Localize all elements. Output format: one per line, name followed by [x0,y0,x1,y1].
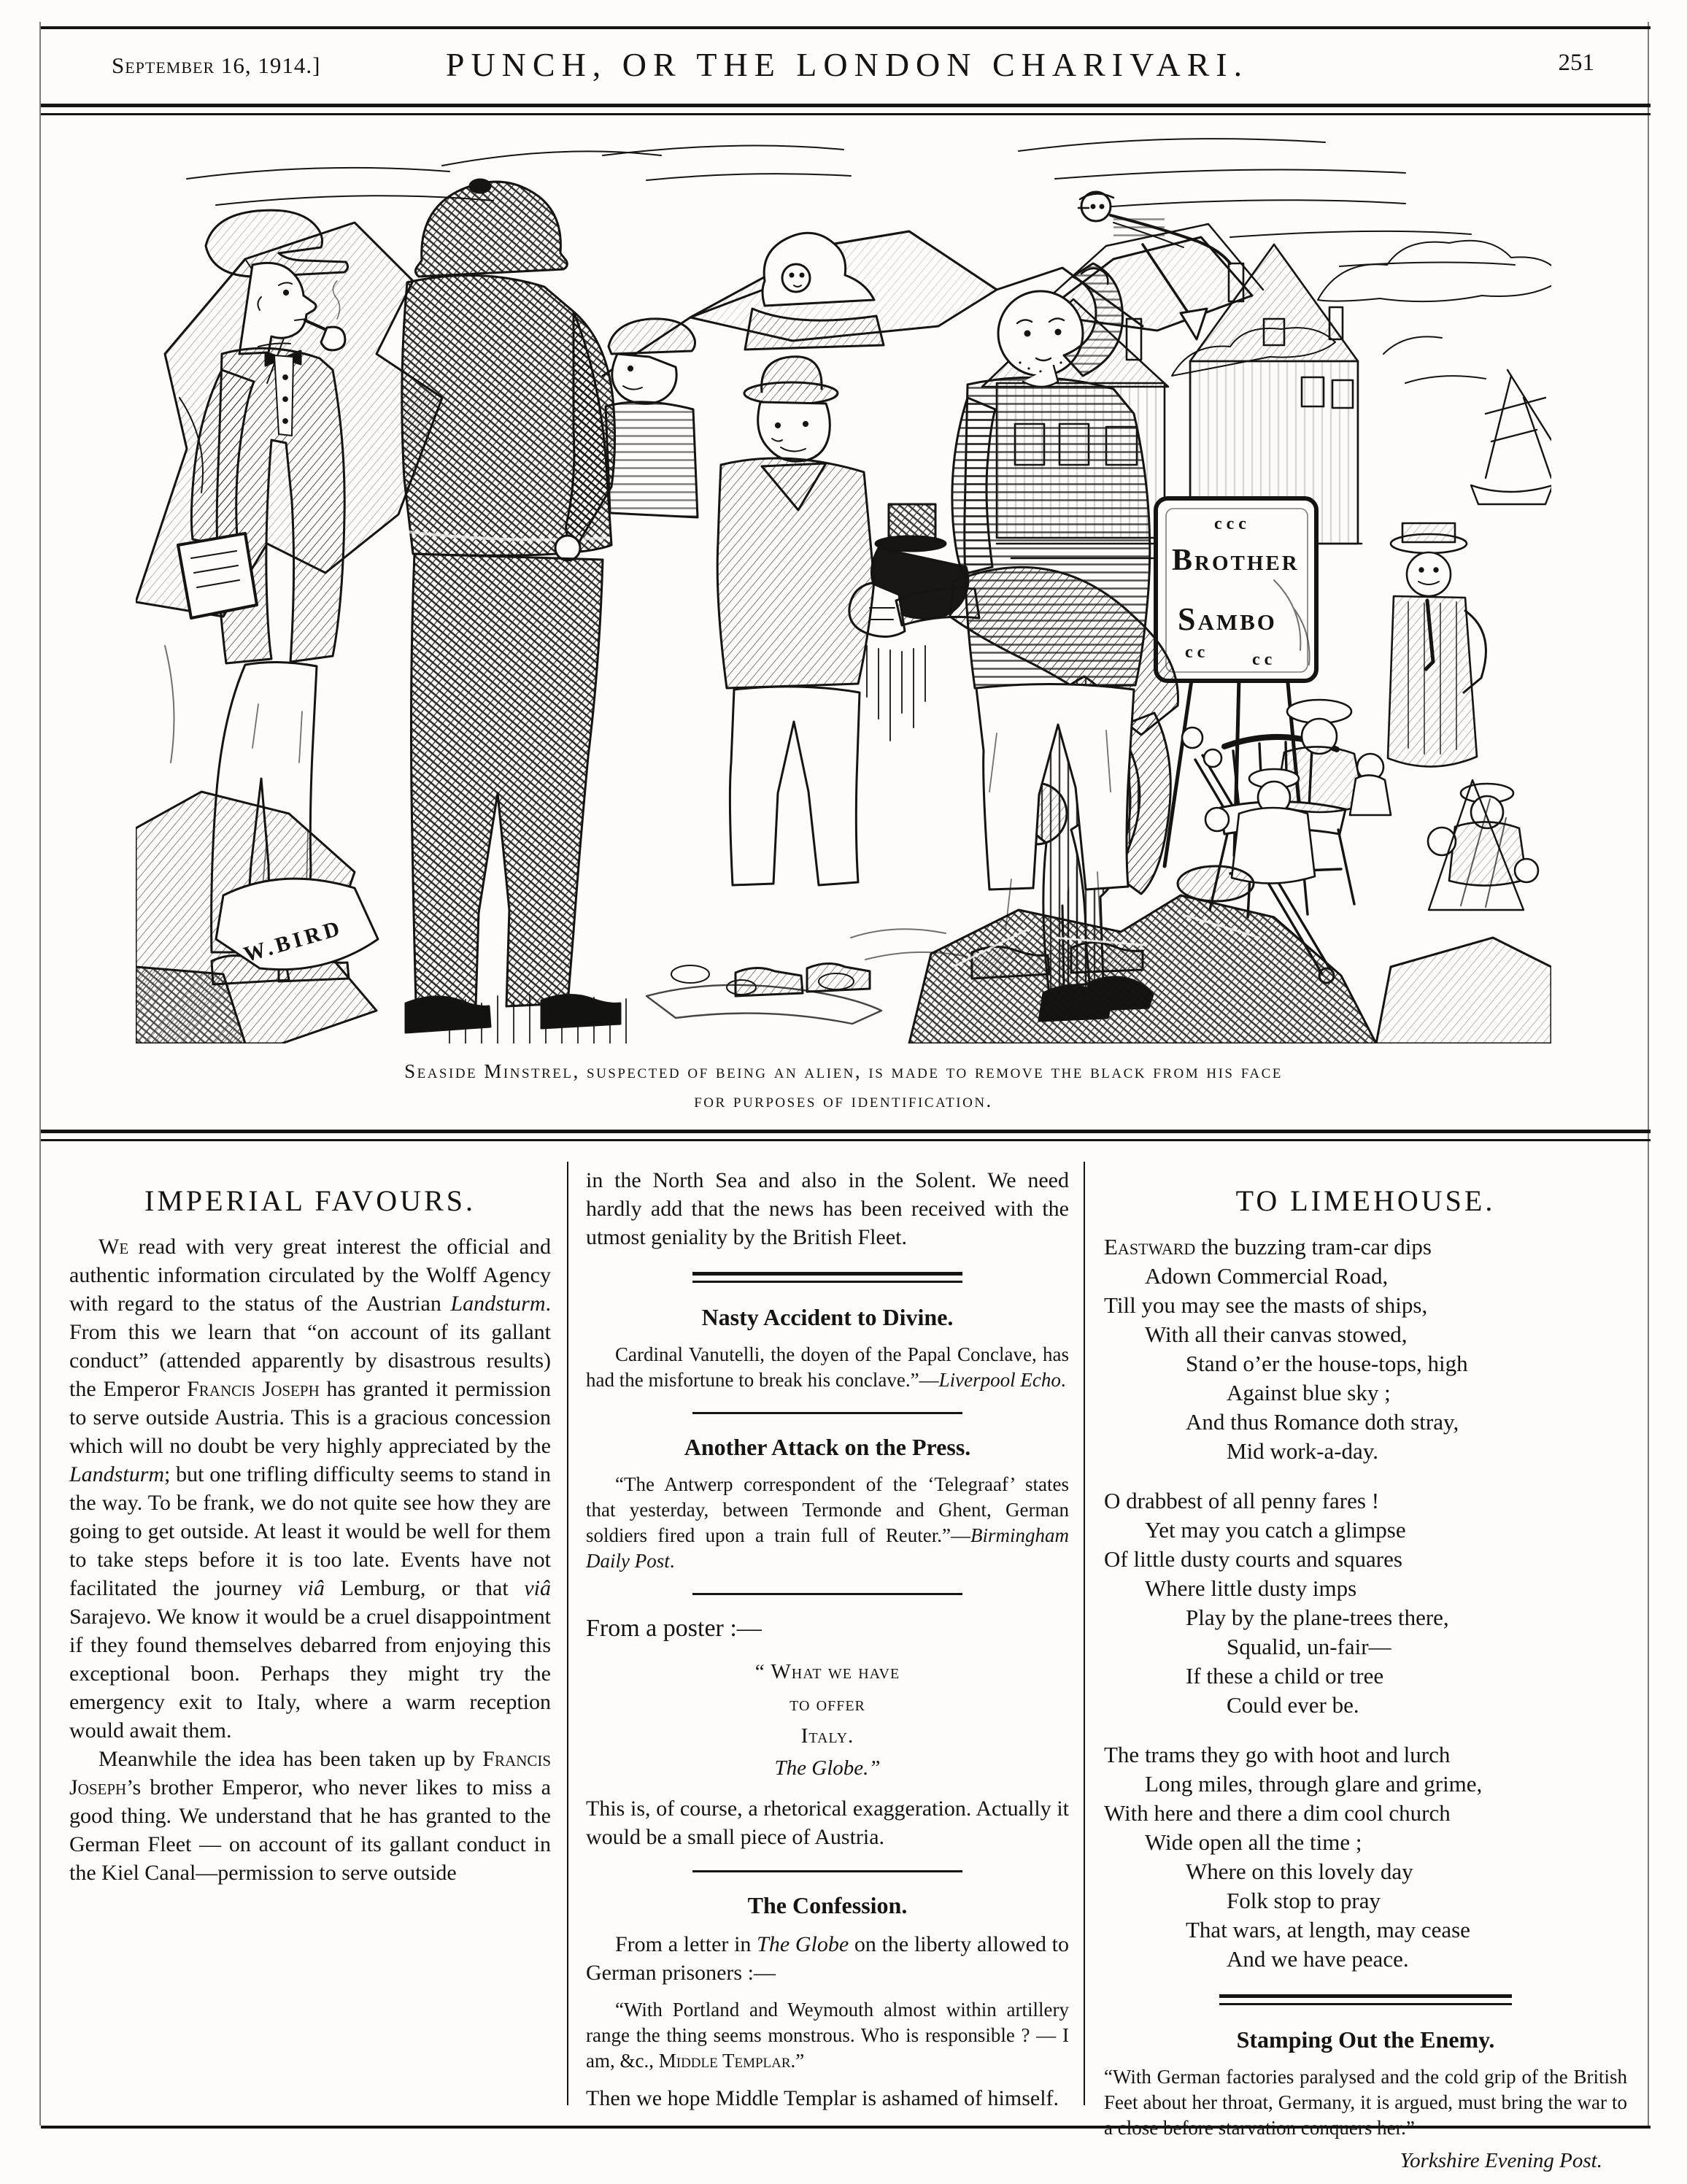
poem-stanza-2 [1104,1486,1627,1720]
article-heading-imperial-favours: IMPERIAL FAVOURS. [144,1184,476,1217]
subhead-another-attack: Another Attack on the Press. [684,1434,971,1460]
cartoon-illustration [136,135,1551,1043]
poem-line: Squalid, un-fair— [1227,1634,1391,1659]
poster-intro: From a poster :— [586,1615,762,1642]
poem-heading-to-limehouse: TO LIMEHOUSE. [1235,1184,1496,1217]
poem-line: And we have peace. [1227,1946,1409,1972]
poster-line: to offer [790,1692,865,1716]
poster-comment: This is, of course, a rhetorical exaggeration. Actually it would be a small piece of Austria. [586,1797,1069,1849]
imperial-favours-para-2: Meanwhile the idea has been taken up by Francis Joseph’s brother Emperor, who never likes to miss a good thing. We understand that he has granted to the German Fleet — on account of its gallant conduct in the Kiel Canal—permission to serve outside [69,1747,551,1885]
poem-line: Of little dusty courts and squares [1104,1546,1402,1572]
svg-text:c c: c c [1185,643,1205,662]
poem-to-limehouse [1104,1232,1627,1974]
poster-line: The Globe.” [774,1756,881,1780]
poem-line: And thus Romance doth stray, [1186,1409,1459,1435]
page-number: 251 [1558,50,1594,76]
sign-word-1: Brother [1172,544,1300,577]
section-rule [692,1870,963,1872]
confession-intro: From a letter in The Globe on the liberty allowed to German prisoners :— [586,1932,1069,1985]
poem-line: Play by the plane-trees there, [1186,1605,1449,1630]
poem-line: Adown Commercial Road, [1145,1263,1389,1289]
stamping-quote: “With German factories paralysed and the cold grip of the British Feet about her throat, Germany, it is argued, must bring the war to a close before starvation conquers her.” [1104,2066,1627,2139]
poem-line: Could ever be. [1227,1692,1359,1718]
poem-line: That wars, at length, may cease [1186,1917,1470,1942]
poem-line: The trams they go with hoot and lurch [1104,1742,1451,1767]
poem-stanza-1 [1104,1232,1627,1466]
column-middle [567,1162,1084,2110]
poem-line: Where on this lovely day [1186,1859,1413,1884]
svg-text:c c c: c c c [1214,514,1246,533]
poem-line: Till you may see the masts of ships, [1104,1292,1428,1318]
section-rule [692,1412,963,1414]
poem-line: Long miles, through glare and grime, [1145,1771,1483,1797]
signature-text: W.BIRD [241,915,346,967]
text-columns [69,1162,1627,2172]
section-rule [1219,1994,1513,2005]
column-left [69,1162,567,2105]
imperial-favours-continued: in the North Sea and also in the Solent. We need hardly add that the news has been received with the utmost geniality by the British Fleet. [586,1168,1069,1249]
column-right [1084,1162,1627,2172]
caption-line-1: Seaside Minstrel, suspected of being an alien, is made to remove the black from his face [404,1060,1283,1082]
section-rule [692,1593,963,1595]
sign-word-2: Sambo [1178,601,1277,637]
masthead-title: PUNCH, OR THE LONDON CHARIVARI. [445,46,1249,83]
poem-stanza-3 [1104,1740,1627,1974]
subhead-the-confession: The Confession. [747,1892,908,1918]
bottom-rule [41,2126,1651,2129]
page-edge-right [1648,22,1649,2126]
poem-line: Yet may you catch a glimpse [1145,1517,1406,1543]
issue-date: September 16, 1914.] [112,53,321,78]
poem-line: Mid work-a-day. [1227,1438,1379,1464]
poem-line: With here and there a dim cool church [1104,1800,1451,1826]
poem-line: Folk stop to pray [1227,1888,1381,1913]
policeman-figure [402,180,620,1033]
imperial-favours-para-1: We read with very great interest the official and authentic information circulated by the Wolff Agency with regard to the status of the Austrian Landsturm. From this we learn that “on account of its gallant conduct” (attended apparently by disastrous results) the Emperor Francis Joseph has granted it permission to serve outside Austria. This is a gracious concession which will no doubt be very highly appreciated by the Landsturm; but one trifling difficulty seems to stand in the way. To be frank, we do not quite see how they are going to get outside. At least it would be well for them to take steps before it is too late. Events have not facilitated the journey viâ Lemburg, or that viâ Sarajevo. We know it would be a cruel disappointment if they found themselves debarred from enjoying this exceptional boon. Perhaps they might try the emergency exit to Italy, where a warm reception would await them. [69,1235,552,1743]
page-edge-left [39,22,41,2126]
section-rule [692,1272,963,1283]
poster-line: Italy. [800,1724,854,1748]
poem-line: Eastward the buzzing tram-car dips [1104,1234,1432,1259]
poem-line: Against blue sky ; [1227,1380,1391,1405]
caption-rule [41,1130,1651,1141]
confession-outro: Then we hope Middle Templar is ashamed of himself. [586,2086,1059,2110]
poem-line: Wide open all the time ; [1145,1829,1362,1855]
poster-line: “ What we have [754,1660,900,1683]
cartoon-caption [88,1057,1599,1115]
stamping-attribution: Yorkshire Evening Post. [1400,2149,1602,2172]
header-rule [41,104,1651,115]
top-rule [41,26,1651,29]
page-header [69,42,1625,90]
sailboat [1471,376,1551,504]
another-attack-body: “The Antwerp correspondent of the ‘Telegraaf’ states that yesterday, between Termonde and Ghent, German soldiers fired upon a train full of Reuter.”—Birmingham Daily Post. [586,1473,1069,1572]
caption-line-2: for purposes of identification. [694,1089,993,1111]
poem-line: If these a child or tree [1186,1663,1384,1689]
poem-line: Where little dusty imps [1145,1575,1357,1601]
poem-line: With all their canvas stowed, [1145,1321,1408,1347]
nasty-accident-body: Cardinal Vanutelli, the doyen of the Papal Conclave, has had the misfortune to break his conclave.”—Liverpool Echo. [586,1343,1069,1391]
subhead-stamping-out-enemy: Stamping Out the Enemy. [1236,2026,1495,2053]
svg-text:c c: c c [1252,650,1273,669]
poem-line: O drabbest of all penny fares ! [1104,1488,1380,1513]
subhead-nasty-accident: Nasty Accident to Divine. [701,1304,954,1330]
poem-line: Stand o’er the house-tops, high [1186,1351,1468,1376]
confession-quote: “With Portland and Weymouth almost within artillery range the thing seems monstrous. Who is responsible ? — I am, &c., Middle Templar.” [586,1999,1069,2072]
